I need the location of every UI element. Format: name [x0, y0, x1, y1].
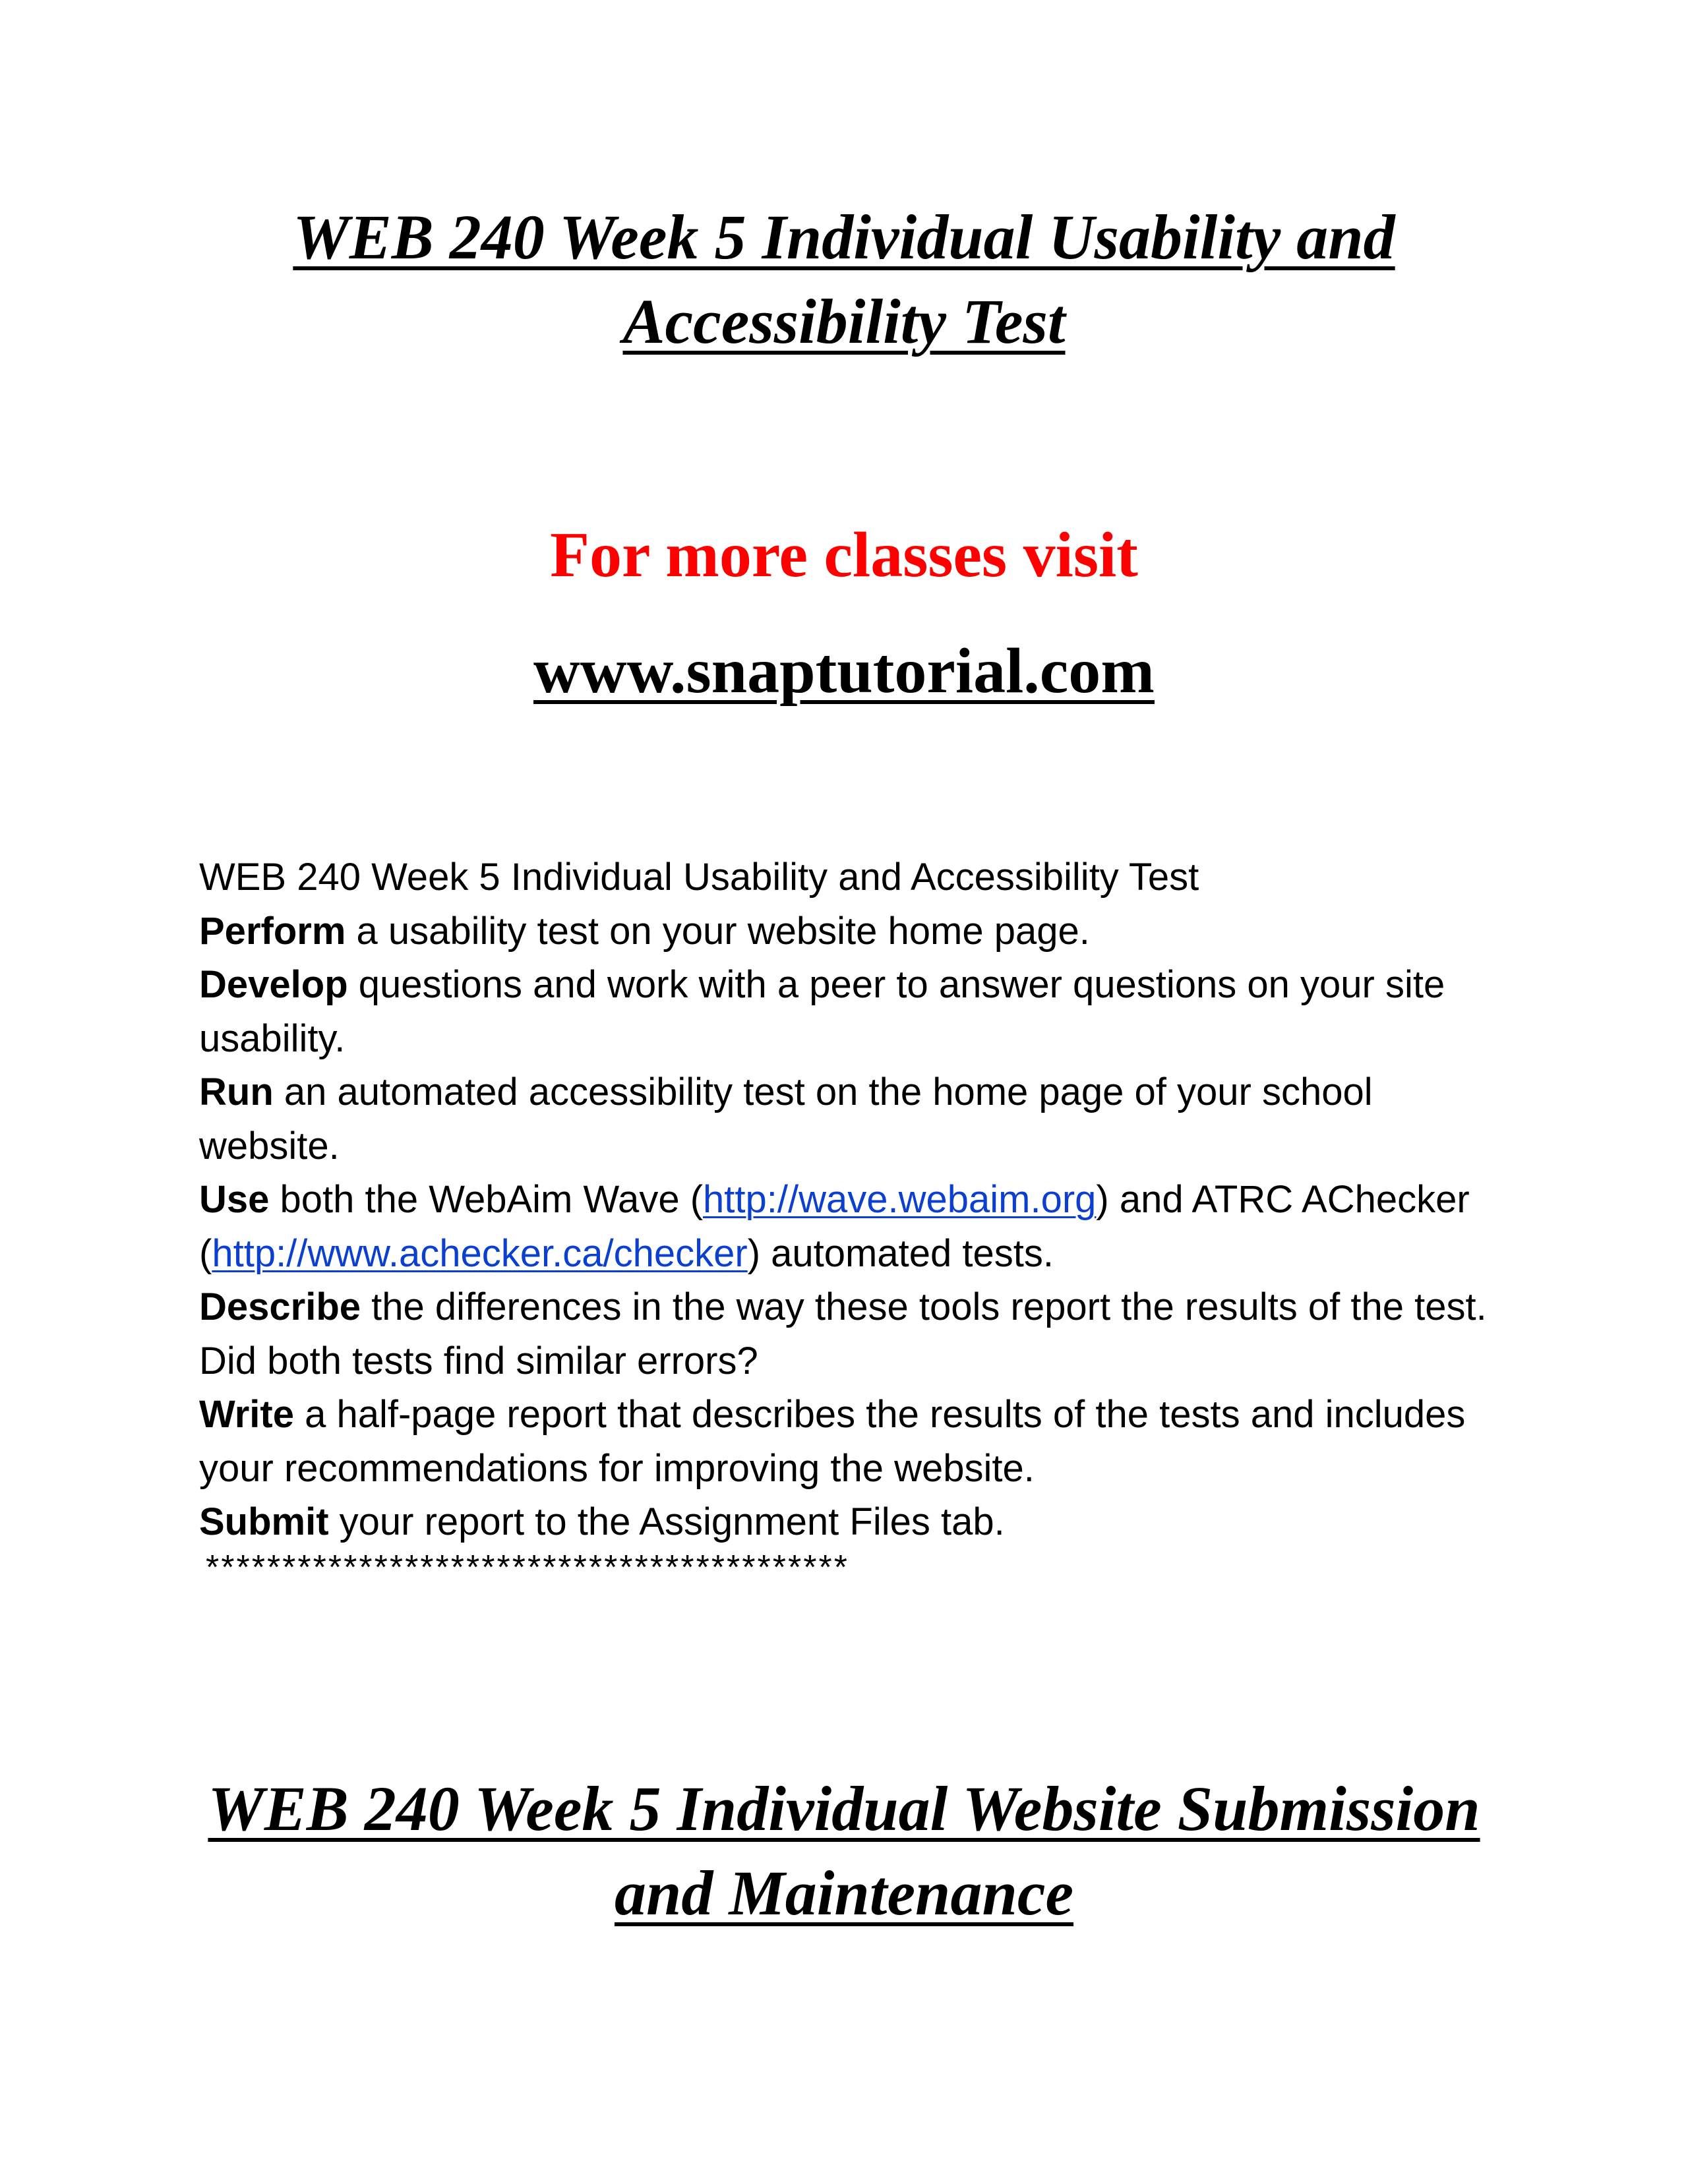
use-step [199, 1173, 1518, 1280]
promo-text: For more classes visit [550, 519, 1138, 591]
title-line-2: Accessibility Test [622, 286, 1066, 357]
perform-step [199, 904, 1518, 959]
use-text-post: ) automated tests. [747, 1231, 1054, 1275]
run-text: an automated accessibility test on the home page of your school website. [199, 1071, 1373, 1167]
develop-keyword: Develop [199, 963, 348, 1006]
separator-stars: ****************************************** [206, 1549, 849, 1587]
submit-keyword: Submit [199, 1500, 329, 1543]
use-text-mid: ) and ATRC AChecker ( [199, 1178, 1470, 1275]
title-line-1: WEB 240 Week 5 Individual Usability and [293, 202, 1395, 272]
write-text: a half-page report that describes the results of the tests and includes your recommendations for improving the website. [199, 1393, 1466, 1490]
develop-step [199, 958, 1518, 1065]
write-step [199, 1388, 1518, 1495]
describe-keyword: Describe [199, 1285, 361, 1328]
use-text-pre: both the WebAim Wave ( [269, 1178, 704, 1221]
submit-step [199, 1495, 1518, 1549]
document-title [119, 195, 1569, 364]
run-step [199, 1065, 1518, 1173]
perform-text: a usability test on your website home page. [346, 909, 1090, 953]
describe-step [199, 1280, 1518, 1388]
achecker-link[interactable]: http://www.achecker.ca/checker [212, 1231, 748, 1275]
intro-line: WEB 240 Week 5 Individual Usability and Accessibility Test [199, 856, 1199, 899]
promo-url-link[interactable]: www.snaptutorial.com [533, 635, 1155, 707]
submit-text: your report to the Assignment Files tab. [328, 1500, 1005, 1543]
next-section-title [119, 1767, 1569, 1935]
next-title-line-2: and Maintenance [614, 1858, 1074, 1928]
next-title-line-1: WEB 240 Week 5 Individual Website Submission [208, 1773, 1480, 1844]
assignment-description [199, 850, 1518, 1549]
use-keyword: Use [199, 1178, 270, 1221]
describe-text: the differences in the way these tools report the results of the test. Did both tests find similar errors? [199, 1285, 1487, 1382]
write-keyword: Write [199, 1393, 294, 1436]
run-keyword: Run [199, 1071, 274, 1113]
develop-text: questions and work with a peer to answer questions on your site usability. [199, 963, 1445, 1060]
perform-keyword: Perform [199, 909, 346, 953]
wave-link[interactable]: http://wave.webaim.org [703, 1178, 1097, 1221]
